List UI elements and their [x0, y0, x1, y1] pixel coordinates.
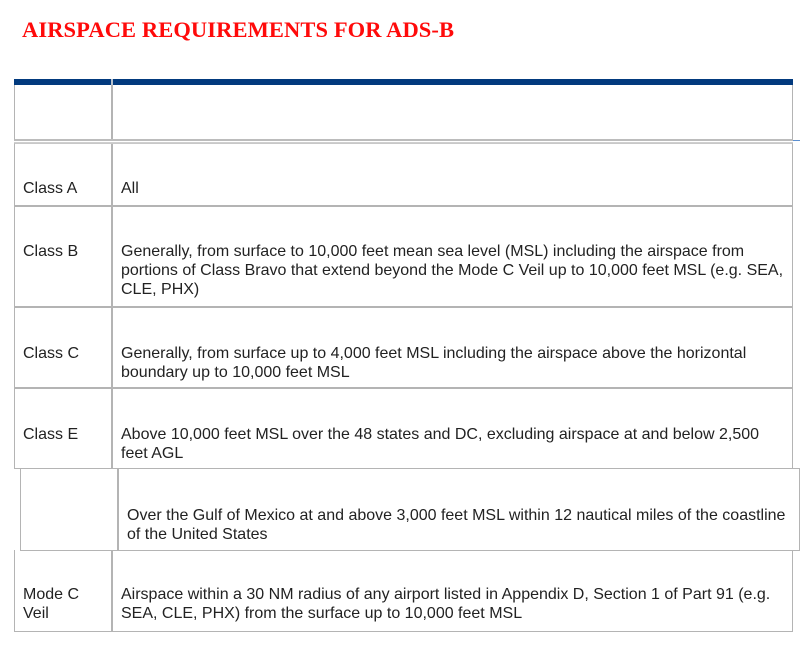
table-row-class-a: [14, 143, 793, 206]
table-row-class-b: [14, 206, 793, 307]
requirement-cell: [113, 550, 792, 631]
requirement-cell: [119, 469, 799, 550]
table-header-row: [14, 85, 793, 141]
header-cell-airspace: [15, 85, 113, 139]
requirement-text: Generally, from surface up to 4,000 feet MSL including the airspace above the horizontal boundary up to 10,000 feet MSL: [121, 345, 747, 381]
airspace-cell: [15, 550, 113, 631]
airspace-cell: [15, 308, 113, 387]
airspace-label: Class A: [23, 180, 78, 197]
table-row-mode-c-veil: [14, 550, 793, 632]
table-corner-mark: [793, 140, 800, 141]
airspace-label: Class E: [23, 426, 79, 443]
requirement-text: Generally, from surface to 10,000 feet mean sea level (MSL) including the airspace from portions of Class Bravo that extend beyond the Mode C Veil up to 10,000 feet MSL (e.g. SEA, CLE, PHX): [121, 243, 784, 298]
table-row-class-e: [14, 388, 793, 469]
airspace-cell: [15, 144, 113, 205]
table-row-class-c: [14, 307, 793, 388]
airspace-label: Class B: [23, 243, 79, 260]
airspace-label: Mode C Veil: [23, 586, 80, 622]
requirement-text: Above 10,000 feet MSL over the 48 states and DC, excluding airspace at and below 2,500 feet AGL: [121, 426, 760, 462]
requirement-text: All: [121, 180, 139, 197]
airspace-label: Class C: [23, 345, 80, 362]
airspace-cell: [15, 207, 113, 306]
requirement-text: Over the Gulf of Mexico at and above 3,000 feet MSL within 12 nautical miles of the coastline of the United States: [127, 507, 786, 543]
airspace-cell: [21, 469, 119, 550]
requirement-cell: [113, 308, 792, 387]
header-cell-requirement: [113, 85, 792, 139]
requirement-cell: [113, 144, 792, 205]
table-row-class-e-gulf: [20, 468, 800, 551]
airspace-cell: [15, 389, 113, 469]
requirement-cell: [113, 207, 792, 306]
requirement-cell: [113, 389, 792, 469]
page-title: AIRSPACE REQUIREMENTS FOR ADS-B: [22, 17, 455, 42]
requirement-text: Airspace within a 30 NM radius of any airport listed in Appendix D, Section 1 of Part 91 (e.g. SEA, CLE, PHX) from the surface up to 10,000 feet MSL: [121, 586, 771, 622]
